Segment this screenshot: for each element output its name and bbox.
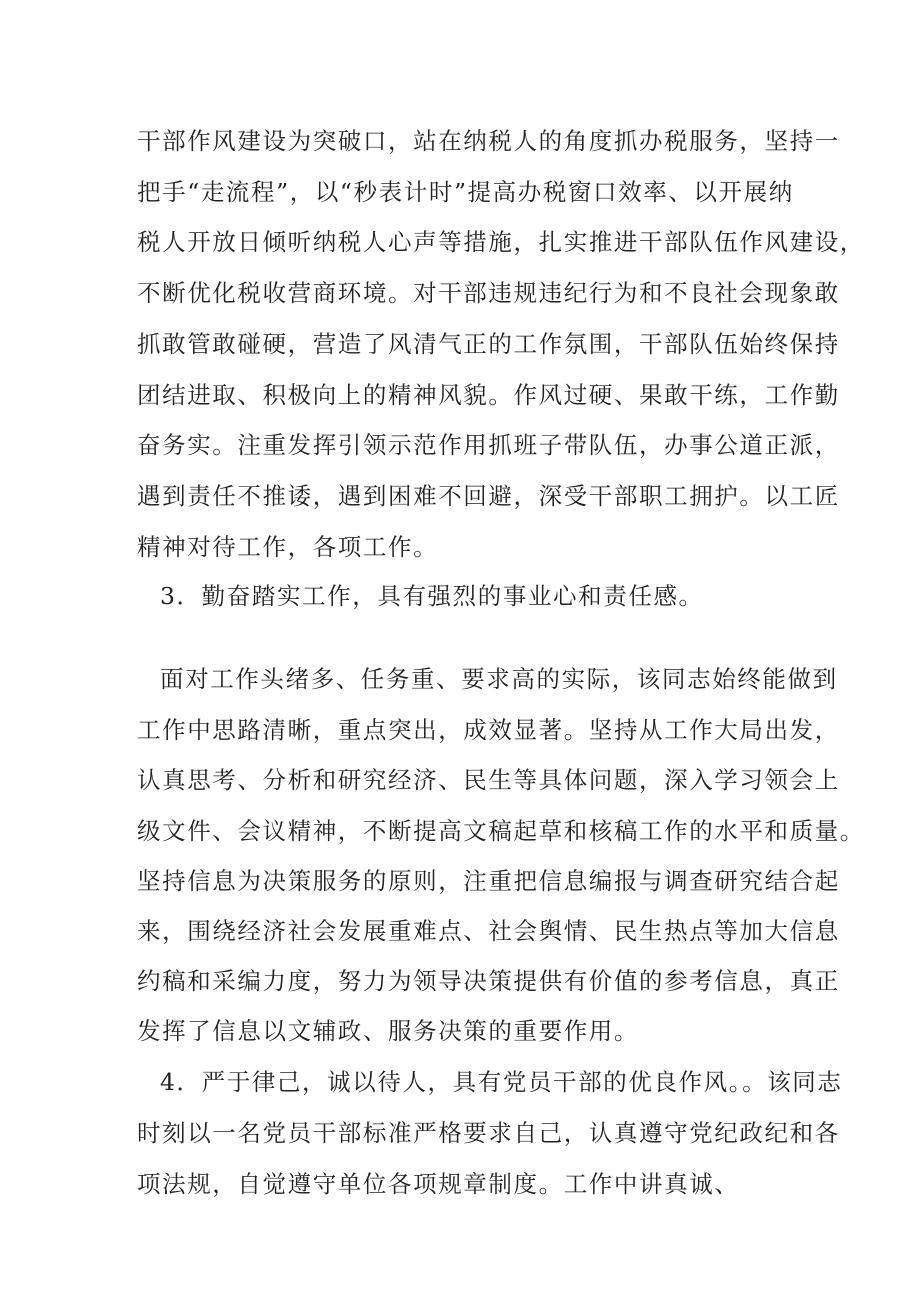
body-text-line: 精神对待工作，各项工作。 bbox=[137, 533, 439, 561]
body-text-line: 干部作风建设为突破口，站在纳税人的角度抓办税服务，坚持一 bbox=[137, 127, 840, 155]
section-heading: 3．勤奋踏实工作，具有强烈的事业心和责任感。 bbox=[160, 582, 704, 610]
body-text-line: 时刻以一名党员干部标准严格要求自己，认真遵守党纪政纪和各 bbox=[137, 1119, 840, 1147]
section-heading: 4．严于律己，诚以待人，具有党员干部的优良作风。。该同志 bbox=[160, 1068, 843, 1096]
body-text-line: 奋务实。注重发挥引领示范作用抓班子带队伍，办事公道正派， bbox=[137, 431, 840, 459]
body-text-line: 发挥了信息以文辅政、服务决策的重要作用。 bbox=[137, 1017, 639, 1045]
body-text-line: 约稿和采编力度，努力为领导决策提供有价值的参考信息，真正 bbox=[137, 967, 840, 995]
body-text-line: 级文件、会议精神，不断提高文稿起草和核稿工作的水平和质量。 bbox=[137, 817, 865, 845]
body-text-line: 工作中思路清晰，重点突出，成效显著。坚持从工作大局出发， bbox=[137, 716, 840, 744]
body-text-line: 坚持信息为决策服务的原则，注重把信息编报与调查研究结合起 bbox=[137, 867, 840, 895]
body-text-line: 不断优化税收营商环境。对干部违规违纪行为和不良社会现象敢 bbox=[137, 279, 840, 307]
body-text-line: 面对工作头绪多、任务重、要求高的实际，该同志始终能做到 bbox=[160, 665, 838, 693]
body-text-line: 税人开放日倾听纳税人心声等措施，扎实推进干部队伍作风建设， bbox=[137, 228, 865, 256]
body-text-line: 项法规，自觉遵守单位各项规章制度。工作中讲真诚、 bbox=[137, 1170, 740, 1198]
body-text-line: 把手“走流程”，以“秒表计时”提高办税窗口效率、以开展纳 bbox=[137, 178, 794, 206]
body-text-line: 来，围绕经济社会发展重难点、社会舆情、民生热点等加大信息 bbox=[137, 917, 840, 945]
body-text-line: 认真思考、分析和研究经济、民生等具体问题，深入学习领会上 bbox=[137, 766, 840, 794]
body-text-line: 抓敢管敢碰硬，营造了风清气正的工作氛围，干部队伍始终保持 bbox=[137, 330, 840, 358]
body-text-line: 团结进取、积极向上的精神风貌。作风过硬、果敢干练，工作勤 bbox=[137, 381, 840, 409]
body-text-line: 遇到责任不推诿，遇到困难不回避，深受干部职工拥护。以工匠 bbox=[137, 482, 840, 510]
